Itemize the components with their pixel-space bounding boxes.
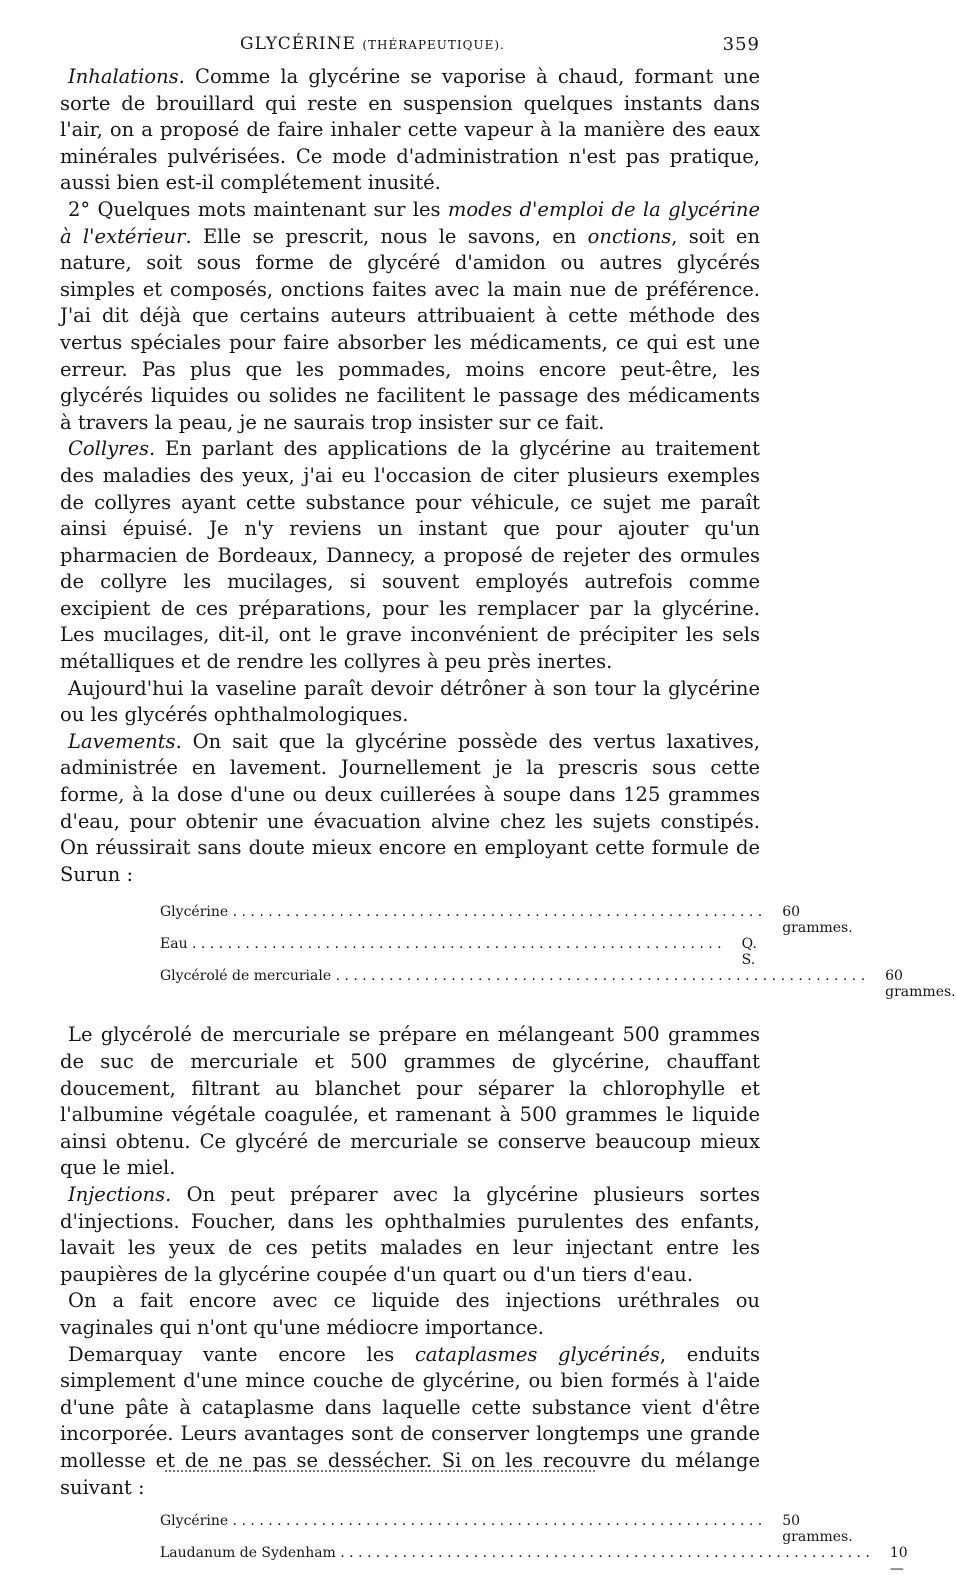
page-title — [240, 34, 505, 54]
formula-ingredient: Glycérine . . . . . . . . . . . . . . . . . . . . . . . . . . . . . . . . . . . . . . . . . . . . . . . . . . . . . . . . . . . . — [160, 904, 763, 921]
footer-dotted-rule — [165, 1470, 595, 1478]
paragraph-modes-emploi — [60, 197, 760, 436]
formula-quantity: 10 — — [889, 1545, 908, 1577]
formula-quantity: 60 grammes. — [782, 904, 853, 937]
formula-quantity: Q. S. — [741, 936, 757, 969]
paragraph-text: 2° Quelques mots maintenant sur les — [68, 197, 448, 221]
formula-surun — [160, 904, 956, 1001]
paragraph-text: En parlant des applications de la glycérine au traitement des maladies des yeux, j'ai eu l'occasion de citer plusieurs exemples de collyres ayant cette substance pour véhicule, ce sujet me paraît ainsi épuisé. Je n'y reviens un instant que pour ajouter qu'un pharmacien de Bordeaux, Dannecy, a proposé de rejeter des ormules de collyre les mucilages, si souvent employés autrefois comme excipient de ces préparations, pour les remplacer par la glycérine. Les mucilages, dit-il, ont le grave inconvénient de précipiter les sels métalliques et de rendre les collyres à peu près inertes. — [60, 437, 760, 674]
formula-quantity: 60 grammes. — [885, 968, 956, 1001]
title-subtitle: (THÉRAPEUTIQUE). — [362, 38, 505, 52]
section-lead-collyres: Collyres. — [68, 437, 156, 461]
formula-ingredient: Glycérolé de mercuriale . . . . . . . . . . . . . . . . . . . . . . . . . . . . . . . . . . . . . . . . . . . . . . . . . . . . . . . . . . . . — [160, 968, 866, 985]
paragraph-text: On a fait encore avec ce liquide des injections uréthrales ou vaginales qui n'ont qu'une médiocre importance. — [60, 1289, 760, 1339]
page-number: 359 — [722, 34, 760, 55]
paragraph-text: On peut préparer avec la glycérine plusieurs sortes d'injections. Foucher, dans les ophthalmies purulentes des enfants, lavait les yeux de ces petits malades en leur injectant entre les paupières de la glycérine coupée d'un quart ou d'un tiers d'eau. — [60, 1182, 760, 1286]
paragraph-collyres — [60, 436, 760, 675]
formula-cataplasme — [160, 1513, 908, 1577]
paragraph-text: . Elle se prescrit, nous le savons, en — [185, 224, 588, 248]
formula-row — [160, 1545, 908, 1577]
formula-ingredient: Laudanum de Sydenham . . . . . . . . . . . . . . . . . . . . . . . . . . . . . . . . . . . . . . . . . . . . . . . . . . . . . . . . . . . . — [160, 1545, 870, 1562]
section-lead-inhalations: Inhalations. — [68, 65, 185, 88]
formula-quantity: 50 grammes. — [782, 1513, 853, 1546]
page — [60, 34, 956, 1577]
italic-phrase: onctions — [587, 224, 672, 248]
paragraph-glycerole — [60, 1022, 760, 1182]
title-main: GLYCÉRINE — [240, 34, 356, 54]
paragraph-vaseline — [60, 676, 760, 729]
paragraph-injections-urethrales — [60, 1288, 760, 1341]
formula-row — [160, 1513, 853, 1546]
formula-ingredient: Glycérine . . . . . . . . . . . . . . . . . . . . . . . . . . . . . . . . . . . . . . . . . . . . . . . . . . . . . . . . . . . . — [160, 1513, 763, 1530]
formula-row — [160, 936, 757, 969]
paragraph-injections — [60, 1182, 760, 1288]
section-lead-lavements: Lavements. — [68, 729, 182, 753]
section-lead-injections: Injections. — [68, 1182, 172, 1206]
paragraph-text: , enduits simplement d'une mince couche de glycérine, ou bien formés à l'aide d'une pâte à cataplasme dans laquelle cette substance vient d'être incorporée. Leurs avantages sont de conserver longtemps une grande mollesse et de ne pas se dessécher. Si on les recouvre du mélange suivant : — [60, 1342, 760, 1499]
paragraph-lavements — [60, 729, 760, 889]
paragraph-text: , soit en nature, soit sous forme de glycéré d'amidon ou autres glycérés simples et composés, onctions faites avec la main nue de préférence. J'ai dit déjà que certains auteurs attribuaient à cette méthode des vertus spéciales pour faire absorber les médicaments, ce qui est une erreur. Pas plus que les pommades, moins encore peut-être, les glycérés liquides ou solides ne facilitent le passage des médicaments à travers la peau, je ne saurais trop insister sur ce fait. — [60, 224, 760, 434]
running-head — [60, 34, 760, 64]
paragraph-inhalations — [60, 64, 760, 197]
italic-phrase: modes d'emploi de la glycérine à l'extérieur — [60, 197, 760, 248]
formula-ingredient: Eau . . . . . . . . . . . . . . . . . . . . . . . . . . . . . . . . . . . . . . . . . . . . . . . . . . . . . . . . . . . . — [160, 936, 722, 953]
italic-phrase: cataplasmes glycérinés — [414, 1342, 660, 1366]
paragraph-text: Aujourd'hui la vaseline paraît devoir détrôner à son tour la glycérine ou les glycérés ophthalmologiques. — [60, 676, 760, 727]
formula-row — [160, 904, 853, 937]
paragraph-text: On sait que la glycérine possède des vertus laxatives, administrée en lavement. Journellement je la prescris sous cette forme, à la dose d'une ou deux cuillerées à soupe dans 125 grammes d'eau, pour obtenir une évacuation alvine chez les sujets constipés. On réussirait sans doute mieux encore en employant cette formule de Surun : — [60, 729, 760, 886]
paragraph-text: Comme la glycérine se vaporise à chaud, formant une sorte de brouillard qui reste en suspension quelques instants dans l'air, on a proposé de faire inhaler cette vapeur à la manière des eaux minérales pulvérisées. Ce mode d'administration n'est pas pratique, aussi bien est-il complétement inusité. — [60, 65, 760, 195]
paragraph-text: Le glycérolé de mercuriale se prépare en mélangeant 500 grammes de suc de mercuriale et 500 grammes de glycérine, chauffant doucement, filtrant au blanchet pour séparer la chlorophylle et l'albumine végétale coagulée, et ramenant à 500 grammes le liquide ainsi obtenu. Ce glycéré de mercuriale se conserve beaucoup mieux que le miel. — [60, 1023, 760, 1180]
paragraph-text: Demarquay vante encore les — [68, 1342, 415, 1366]
formula-row — [160, 968, 956, 1001]
